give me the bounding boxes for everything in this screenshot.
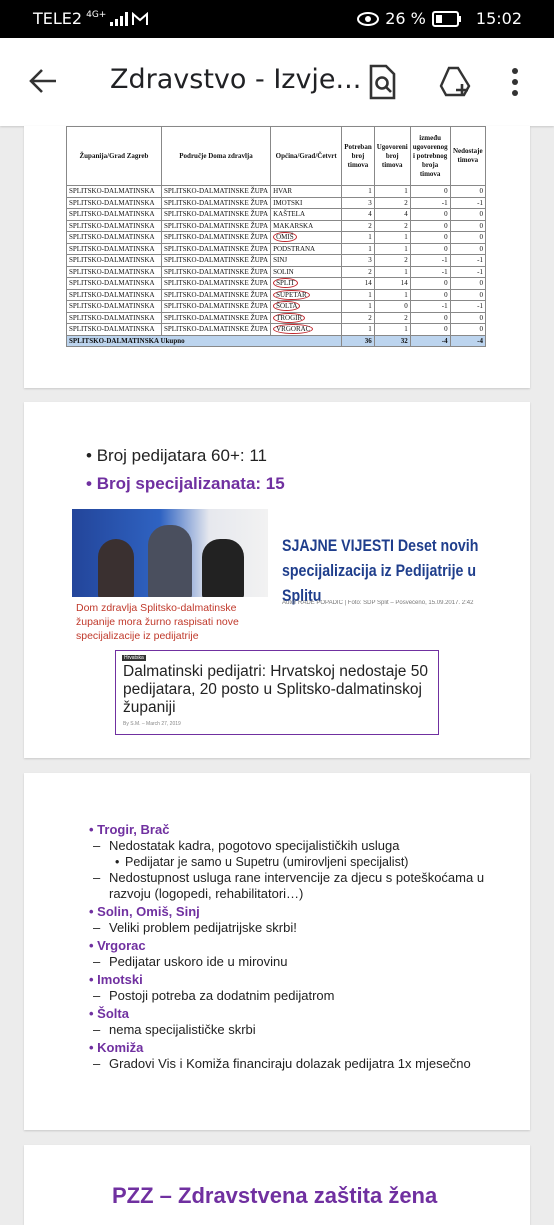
- cell-text: 1: [368, 302, 372, 311]
- table-cell: [342, 220, 374, 232]
- table-cell: [450, 266, 485, 278]
- table-header: Nedostaje timova: [450, 127, 485, 186]
- cell-text: VRGORAC: [273, 324, 313, 334]
- more-vert-icon[interactable]: [505, 64, 525, 100]
- table-cell: [161, 255, 270, 267]
- table-cell: [342, 232, 374, 244]
- region-point: [89, 838, 489, 854]
- news-photo: [72, 509, 268, 597]
- cell-text: SPLITSKO-DALMATINSKA: [69, 244, 155, 253]
- table-row: [67, 232, 486, 244]
- cell-text: 0: [444, 279, 448, 288]
- slide-table: [24, 126, 530, 388]
- cell-text: 0: [479, 221, 483, 230]
- point-text: Postoji potreba za dodatnim pedijatrom: [109, 988, 335, 1003]
- slide-pediatricians: [24, 402, 530, 758]
- table-cell: [374, 232, 410, 244]
- table-cell: [450, 278, 485, 290]
- region-name: Imotski: [97, 972, 143, 987]
- table-row: [67, 301, 486, 313]
- table-cell: [374, 243, 410, 255]
- table-cell: [271, 220, 342, 232]
- table-cell: [67, 197, 162, 209]
- cell-text: 1: [404, 244, 408, 253]
- bullet-text: Broj pedijatara 60+: 11: [96, 446, 267, 465]
- region-heading: [89, 938, 489, 954]
- region-name: Trogir, Brač: [97, 822, 170, 837]
- cell-text: 0: [479, 290, 483, 299]
- dash-marker: –: [93, 1056, 101, 1071]
- cell-text: IMOTSKI: [273, 198, 303, 207]
- cell-text: 1: [404, 187, 408, 196]
- table-cell: [161, 266, 270, 278]
- cell-text: 0: [479, 325, 483, 334]
- cell-text: 0: [444, 325, 448, 334]
- table-cell: [67, 301, 162, 313]
- table-cell: [271, 289, 342, 301]
- cell-text: 2: [404, 221, 408, 230]
- region-point: [89, 920, 489, 936]
- table-header: Županija/Grad Zagreb: [67, 127, 162, 186]
- cell-text: -1: [477, 198, 483, 207]
- cell-text: 0: [444, 313, 448, 322]
- cell-text: 0: [479, 244, 483, 253]
- cell-text: SUPETAR: [273, 290, 310, 300]
- region-name: Komiža: [97, 1040, 144, 1055]
- table-cell: [161, 278, 270, 290]
- network-label: 4G+: [86, 9, 107, 20]
- cell-text: SPLIT: [273, 278, 298, 288]
- table-row: [67, 220, 486, 232]
- cell-text: 14: [364, 279, 372, 288]
- cell-text: -1: [477, 302, 483, 311]
- table-cell: [410, 186, 450, 198]
- table-row: [67, 197, 486, 209]
- region-heading: [89, 1040, 489, 1056]
- point-text: Nedostatak kadra, pogotovo specijalističkih usluga: [109, 838, 400, 853]
- cell-text: OMIŠ: [273, 232, 297, 242]
- cell-text: 2: [404, 313, 408, 322]
- status-bar: [0, 0, 554, 38]
- cell-text: SPLITSKO-DALMATINSKA: [69, 187, 155, 196]
- table-cell: [342, 312, 374, 324]
- table-cell: [271, 197, 342, 209]
- table-cell: [410, 197, 450, 209]
- table-cell: [410, 278, 450, 290]
- table-row: [67, 186, 486, 198]
- table-cell: [450, 324, 485, 336]
- point-text: Pedijatar uskoro ide u mirovinu: [109, 954, 288, 969]
- bullet-dot: •: [115, 855, 120, 869]
- cell-text: 0: [479, 313, 483, 322]
- region-point: [89, 988, 489, 1004]
- signal-icon: [110, 12, 128, 26]
- find-in-page-icon[interactable]: [365, 64, 399, 100]
- table-cell: [374, 186, 410, 198]
- cell-text: SPLITSKO-DALMATINSKE ŽUPA: [163, 187, 269, 196]
- table-header: Potreban broj timova: [342, 127, 374, 186]
- table-header: Ugovoreni broj timova: [374, 127, 410, 186]
- table-cell: [342, 289, 374, 301]
- table-row: [67, 243, 486, 255]
- cell-text: 0: [444, 221, 448, 230]
- cell-text: 2: [404, 198, 408, 207]
- cell-text: SPLITSKO-DALMATINSKA: [69, 221, 155, 230]
- cell-text: 0: [444, 244, 448, 253]
- table-total-cell: -4: [410, 335, 450, 347]
- dash-marker: –: [93, 870, 101, 885]
- cell-text: 1: [368, 325, 372, 334]
- table-cell: [67, 324, 162, 336]
- bullet-specialists: • Broj specijalizanata: 15: [86, 474, 285, 493]
- table-cell: [161, 243, 270, 255]
- cell-text: ŠOLTA: [273, 301, 300, 311]
- table-cell: [271, 186, 342, 198]
- cell-text: 1: [368, 233, 372, 242]
- cell-text: 1: [368, 244, 372, 253]
- region-heading: [89, 972, 489, 988]
- table-cell: [450, 186, 485, 198]
- table-cell: [67, 289, 162, 301]
- cell-text: -1: [477, 256, 483, 265]
- cell-text: 4: [368, 210, 372, 219]
- table-cell: [271, 301, 342, 313]
- table-cell: [410, 243, 450, 255]
- region-point: [89, 1056, 489, 1072]
- cell-text: SPLITSKO-DALMATINSKA: [69, 256, 155, 265]
- cell-text: SPLITSKO-DALMATINSKE ŽUPA: [163, 198, 269, 207]
- table-cell: [67, 266, 162, 278]
- point-text: Veliki problem pedijatrijske skrbi!: [109, 920, 297, 935]
- article-title: Dalmatinski pedijatri: Hrvatskoj nedostaje 50 pedijatara, 20 posto u Splitsko-dalmatinskoj županiji: [123, 663, 428, 716]
- cell-text: SPLITSKO-DALMATINSKE ŽUPA: [163, 244, 269, 253]
- cell-text: SPLITSKO-DALMATINSKA: [69, 302, 155, 311]
- region-heading: [89, 904, 489, 920]
- bullet-dot: •: [89, 1006, 98, 1021]
- news-byline: Autor RADE POPADIĆ | Foto: SDP Split – Posvećeno, 15.09.2017. 2:42: [282, 600, 474, 606]
- table-cell: [67, 278, 162, 290]
- table-total-row: [67, 335, 486, 347]
- cell-text: KAŠTELA: [273, 210, 305, 219]
- region-name: Vrgorac: [97, 938, 146, 953]
- bullet-dot: •: [89, 972, 98, 987]
- cell-text: 0: [479, 187, 483, 196]
- cell-text: 0: [444, 210, 448, 219]
- cell-text: 2: [404, 256, 408, 265]
- table-cell: [374, 301, 410, 313]
- cell-text: 0: [479, 233, 483, 242]
- table-cell: [67, 186, 162, 198]
- bullet-text: Broj specijalizanata: 15: [96, 474, 285, 493]
- table-header: Općina/Grad/Četvrt: [271, 127, 342, 186]
- document-title: Zdravstvo - Izvje...: [110, 64, 362, 95]
- cell-text: SPLITSKO-DALMATINSKE ŽUPA: [163, 221, 269, 230]
- table-cell: [161, 324, 270, 336]
- bullet-dot: •: [89, 822, 98, 837]
- table-cell: [342, 266, 374, 278]
- table-cell: [271, 266, 342, 278]
- table-cell: [342, 197, 374, 209]
- table-cell: [342, 209, 374, 221]
- table-cell: [410, 301, 450, 313]
- table-cell: [374, 278, 410, 290]
- cell-text: -1: [441, 256, 448, 265]
- cell-text: 3: [368, 256, 372, 265]
- table-header-row: [67, 127, 486, 186]
- table-cell: [450, 209, 485, 221]
- table-cell: [67, 232, 162, 244]
- table-row: [67, 278, 486, 290]
- table-cell: [374, 289, 410, 301]
- table-cell: [410, 232, 450, 244]
- table-cell: [342, 278, 374, 290]
- table-cell: [450, 243, 485, 255]
- subpoint-text: Pedijatar je samo u Supetru (umirovljeni specijalist): [125, 855, 409, 869]
- cell-text: SPLITSKO-DALMATINSKA: [69, 290, 155, 299]
- cell-text: 1: [404, 325, 408, 334]
- table-cell: [374, 220, 410, 232]
- region-heading: [89, 1006, 489, 1022]
- cell-text: MAKARSKA: [273, 221, 314, 230]
- table-cell: [67, 220, 162, 232]
- cell-text: 2: [368, 267, 372, 276]
- table-cell: [410, 324, 450, 336]
- cell-text: 1: [404, 233, 408, 242]
- cell-text: SPLITSKO-DALMATINSKA: [69, 210, 155, 219]
- article-meta: By S.M. – March 27, 2019: [123, 721, 181, 727]
- table-row: [67, 209, 486, 221]
- bullet-dot: •: [89, 904, 98, 919]
- cell-text: -1: [441, 267, 448, 276]
- table-cell: [374, 209, 410, 221]
- table-cell: [450, 289, 485, 301]
- point-text: nema specijalističke skrbi: [109, 1022, 256, 1037]
- dash-marker: –: [93, 838, 101, 853]
- cell-text: 14: [400, 279, 408, 288]
- table-cell: [271, 232, 342, 244]
- table-total-cell: 32: [374, 335, 410, 347]
- cell-text: PODSTRANA: [273, 244, 316, 253]
- table-cell: [161, 312, 270, 324]
- table-cell: [67, 255, 162, 267]
- region-name: Šolta: [97, 1006, 129, 1021]
- cell-text: SPLITSKO-DALMATINSKE ŽUPA: [163, 210, 269, 219]
- cell-text: 0: [479, 210, 483, 219]
- battery-percent: 26 %: [385, 9, 426, 28]
- cell-text: 1: [368, 290, 372, 299]
- bullet-dot: •: [89, 938, 98, 953]
- table-cell: [410, 312, 450, 324]
- cell-text: SPLITSKO-DALMATINSKE ŽUPA: [163, 256, 269, 265]
- cell-text: -1: [477, 267, 483, 276]
- cell-text: 0: [444, 233, 448, 242]
- cell-text: SPLITSKO-DALMATINSKE ŽUPA: [163, 302, 269, 311]
- region-heading: [89, 822, 489, 838]
- dash-marker: –: [93, 920, 101, 935]
- cell-text: 2: [368, 221, 372, 230]
- table-cell: [342, 301, 374, 313]
- slide-regions: [24, 773, 530, 1130]
- cell-text: SPLITSKO-DALMATINSKA: [69, 267, 155, 276]
- table-total-cell: -4: [450, 335, 485, 347]
- point-text: Gradovi Vis i Komiža financiraju dolazak pedijatra 1x mjesečno: [109, 1056, 471, 1071]
- cell-text: 0: [404, 302, 408, 311]
- table-cell: [374, 324, 410, 336]
- dash-marker: –: [93, 1022, 101, 1037]
- cell-text: 0: [479, 279, 483, 288]
- battery-icon: [432, 11, 462, 27]
- table-cell: [410, 266, 450, 278]
- person-2: [148, 525, 192, 597]
- article-tag: Hrvatska: [124, 655, 144, 661]
- bullet-dot: •: [89, 1040, 98, 1055]
- table-row: [67, 289, 486, 301]
- cell-text: SINJ: [273, 256, 288, 265]
- region-name: Solin, Omiš, Sinj: [97, 904, 200, 919]
- point-text: Nedostupnost usluga rane intervencije za djecu s poteškoćama u razvoju (logopedi, rehabilitatori…): [109, 870, 485, 901]
- table-cell: [271, 324, 342, 336]
- table-cell: [410, 209, 450, 221]
- table-cell: [374, 266, 410, 278]
- app-bar: [0, 38, 554, 126]
- cell-text: SPLITSKO-DALMATINSKA: [69, 233, 155, 242]
- clock: 15:02: [475, 9, 522, 28]
- table-total-cell: 36: [342, 335, 374, 347]
- table-cell: [410, 289, 450, 301]
- table-cell: [67, 243, 162, 255]
- table-cell: [161, 301, 270, 313]
- cell-text: -1: [441, 302, 448, 311]
- table-cell: [410, 255, 450, 267]
- cell-text: 1: [404, 290, 408, 299]
- cell-text: 2: [368, 313, 372, 322]
- cell-text: 3: [368, 198, 372, 207]
- regions-outline: [89, 820, 489, 1072]
- cell-text: SPLITSKO-DALMATINSKE ŽUPA: [163, 267, 269, 276]
- table-cell: [161, 232, 270, 244]
- table-cell: [271, 312, 342, 324]
- table-header: između ugovorenog i potrebnog broja timova: [410, 127, 450, 186]
- table-cell: [161, 209, 270, 221]
- table-cell: [374, 255, 410, 267]
- slide-women-health: [24, 1145, 530, 1225]
- photo-caption: Dom zdravlja Splitsko-dalmatinske županije mora žurno raspisati nove specijalizacije iz pedijatrije: [76, 602, 239, 642]
- dash-marker: –: [93, 954, 101, 969]
- cell-text: 1: [404, 267, 408, 276]
- table-cell: [450, 197, 485, 209]
- table-cell: [450, 220, 485, 232]
- cell-text: SPLITSKO-DALMATINSKE ŽUPA: [163, 313, 269, 322]
- slide-title: PZZ – Zdravstvena zaštita žena: [112, 1183, 438, 1208]
- news-headline: SJAJNE VIJESTI Deset novih specijalizacija iz Pedijatrije u Splitu: [282, 537, 479, 605]
- back-arrow-icon[interactable]: [26, 64, 60, 98]
- cell-text: SPLITSKO-DALMATINSKE ŽUPA: [163, 279, 269, 288]
- table-header: Područje Doma zdravlja: [161, 127, 270, 186]
- table-cell: [450, 312, 485, 324]
- table-total-label: SPLITSKO-DALMATINSKA Ukupno: [67, 335, 342, 347]
- cell-text: SPLITSKO-DALMATINSKE ŽUPA: [163, 290, 269, 299]
- cell-text: HVAR: [273, 187, 293, 196]
- table-cell: [271, 278, 342, 290]
- table-cell: [450, 255, 485, 267]
- table-row: [67, 324, 486, 336]
- table-cell: [67, 209, 162, 221]
- cell-text: SPLITSKO-DALMATINSKE ŽUPA: [163, 233, 269, 242]
- teams-table: [66, 126, 486, 347]
- table-row: [67, 312, 486, 324]
- region-point: [89, 954, 489, 970]
- cell-text: 0: [444, 290, 448, 299]
- region-point: [89, 870, 489, 902]
- cell-text: SPLITSKO-DALMATINSKE ŽUPA: [163, 325, 269, 334]
- table-cell: [342, 324, 374, 336]
- person-1: [98, 539, 134, 597]
- table-cell: [161, 289, 270, 301]
- cell-text: 0: [444, 187, 448, 196]
- cell-text: SPLITSKO-DALMATINSKA: [69, 325, 155, 334]
- article-card[interactable]: [115, 650, 439, 735]
- table-cell: [410, 220, 450, 232]
- table-cell: [342, 255, 374, 267]
- table-cell: [450, 232, 485, 244]
- table-cell: [161, 220, 270, 232]
- table-cell: [271, 255, 342, 267]
- table-cell: [374, 197, 410, 209]
- dash-marker: –: [93, 988, 101, 1003]
- table-cell: [67, 312, 162, 324]
- cell-text: TROGIR: [273, 313, 305, 323]
- cell-text: 4: [404, 210, 408, 219]
- bullet-pediatricians-60: • Broj pedijatara 60+: 11: [86, 446, 267, 465]
- cell-text: SPLITSKO-DALMATINSKA: [69, 198, 155, 207]
- cell-text: SOLIN: [273, 267, 294, 276]
- cell-text: -1: [441, 198, 448, 207]
- table-cell: [342, 186, 374, 198]
- region-point: [89, 1022, 489, 1038]
- table-cell: [374, 312, 410, 324]
- person-3: [202, 539, 244, 597]
- table-cell: [161, 197, 270, 209]
- table-cell: [161, 186, 270, 198]
- eye-icon: [357, 12, 379, 26]
- mail-icon: [132, 12, 148, 26]
- table-cell: [450, 301, 485, 313]
- cell-text: 1: [368, 187, 372, 196]
- cell-text: SPLITSKO-DALMATINSKA: [69, 313, 155, 322]
- cell-text: SPLITSKO-DALMATINSKA: [69, 279, 155, 288]
- region-subpoint: [89, 854, 489, 870]
- table-cell: [342, 243, 374, 255]
- table-cell: [271, 243, 342, 255]
- carrier-label: TELE2: [33, 9, 83, 28]
- add-to-drive-icon[interactable]: [438, 64, 472, 100]
- table-cell: [271, 209, 342, 221]
- table-row: [67, 255, 486, 267]
- table-row: [67, 266, 486, 278]
